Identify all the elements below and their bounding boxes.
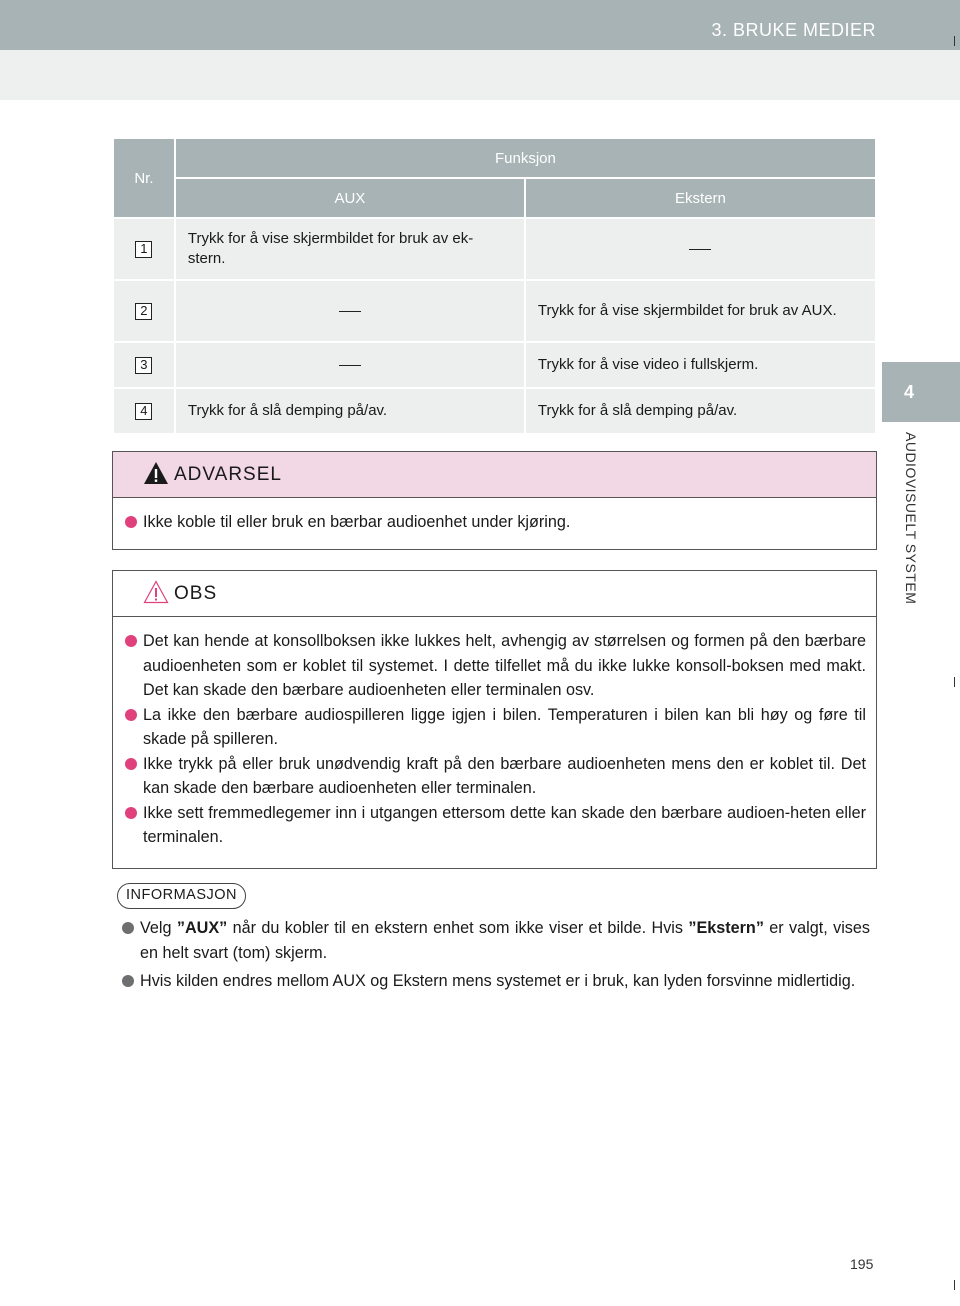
obs-body [113,617,876,868]
chapter-number: 4 [904,382,915,402]
section-title: 3. BRUKE MEDIER [711,20,876,40]
row-number-badge: 2 [135,303,152,320]
row-number-cell [113,280,175,342]
table-row [113,218,876,280]
table-row [113,342,876,388]
aux-cell: Trykk for å slå demping på/av. [175,388,525,434]
page-number: 195 [850,1256,874,1272]
crop-mark [954,36,955,46]
informasjon-body [120,916,870,998]
aux-cell [175,280,525,342]
row-number-cell [113,342,175,388]
function-table [112,137,877,435]
info-text: når du kobler til en ekstern enhet som ikke viser et bilde. Hvis [227,919,689,937]
warning-triangle-icon [143,460,169,486]
advarsel-box [112,451,877,550]
header-aux: AUX [175,178,525,218]
row-number-cell [113,388,175,434]
aux-cell [175,342,525,388]
row-number-badge: 3 [135,357,152,374]
caution-triangle-icon [143,579,169,605]
advarsel-item: Ikke koble til eller bruk en bærbar audioenhet under kjøring. [123,510,866,535]
obs-item: Ikke sett fremmedlegemer inn i utgangen ettersom dette kan skade den bærbare audioen-heten eller terminalen. [123,801,866,850]
row-number-badge: 1 [135,241,152,258]
obs-title: OBS [174,583,218,604]
chapter-label: AUDIOVISUELT SYSTEM [903,432,919,605]
obs-box [112,570,877,869]
not-applicable-dash [339,365,361,366]
aux-keyword: ”AUX” [176,919,228,937]
header-nr: Nr. [113,138,175,218]
info-text: er valgt, vises en helt svart (tom) skjerm. [140,919,870,962]
row-number-cell [113,218,175,280]
obs-item: Det kan hende at konsollboksen ikke lukkes helt, avhengig av størrelsen og formen på den bærbare audioenheten som er koblet til systemet. I dette tilfellet må du ikke lukke konsoll-boksen med makt. Det kan skade den bærbare audioenheten eller terminalen osv. [123,629,866,703]
ekstern-cell [525,218,876,280]
header-funksjon: Funksjon [175,138,876,178]
advarsel-body [113,498,876,549]
ekstern-keyword: ”Ekstern” [688,919,764,937]
crop-mark [954,1280,955,1290]
chapter-tab [882,362,960,422]
informasjon-item: Hvis kilden endres mellom AUX og Ekstern mens systemet er i bruk, kan lyden forsvinne midlertidig. [120,969,870,994]
ekstern-cell: Trykk for å vise skjermbildet for bruk av AUX. [525,280,876,342]
info-text: Velg [140,919,177,937]
header-ekstern: Ekstern [525,178,876,218]
obs-item: Ikke trykk på eller bruk unødvendig kraft på den bærbare audioenheten mens den er koblet til. Det kan skade den bærbare audioenheten eller terminalen. [123,752,866,801]
ekstern-cell: Trykk for å slå demping på/av. [525,388,876,434]
ekstern-cell: Trykk for å vise video i fullskjerm. [525,342,876,388]
row-number-badge: 4 [135,403,152,420]
not-applicable-dash [689,249,711,250]
crop-mark [954,677,955,687]
obs-header [113,571,876,617]
obs-item: La ikke den bærbare audiospilleren ligge igjen i bilen. Temperaturen i bilen kan bli høy og føre til skade på spilleren. [123,703,866,752]
informasjon-title: INFORMASJON [117,883,246,909]
chapter-label-wrap [896,432,926,644]
aux-cell: Trykk for å vise skjermbildet for bruk av ek-stern. [175,218,525,280]
table-row [113,388,876,434]
informasjon-item [120,916,870,965]
advarsel-title: ADVARSEL [174,464,282,485]
advarsel-header [113,452,876,498]
not-applicable-dash [339,311,361,312]
table-row [113,280,876,342]
